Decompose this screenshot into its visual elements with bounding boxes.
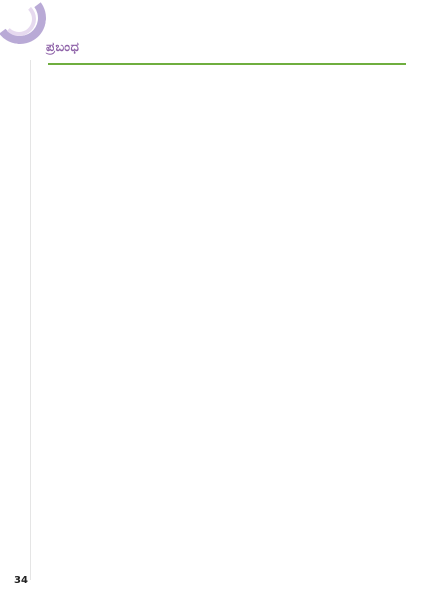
article-body [46, 70, 400, 566]
page-number: 34 [14, 575, 28, 586]
paragraph-3 [46, 408, 400, 532]
header-rule [48, 63, 406, 65]
corner-inner-arc-decoration [2, 2, 36, 36]
paragraph-1 [46, 70, 400, 218]
section-title: ಪ್ರಬಂಧ [46, 40, 80, 55]
paragraph-4 [46, 534, 400, 566]
paragraph-2 [46, 220, 400, 406]
margin-divider [30, 60, 31, 580]
